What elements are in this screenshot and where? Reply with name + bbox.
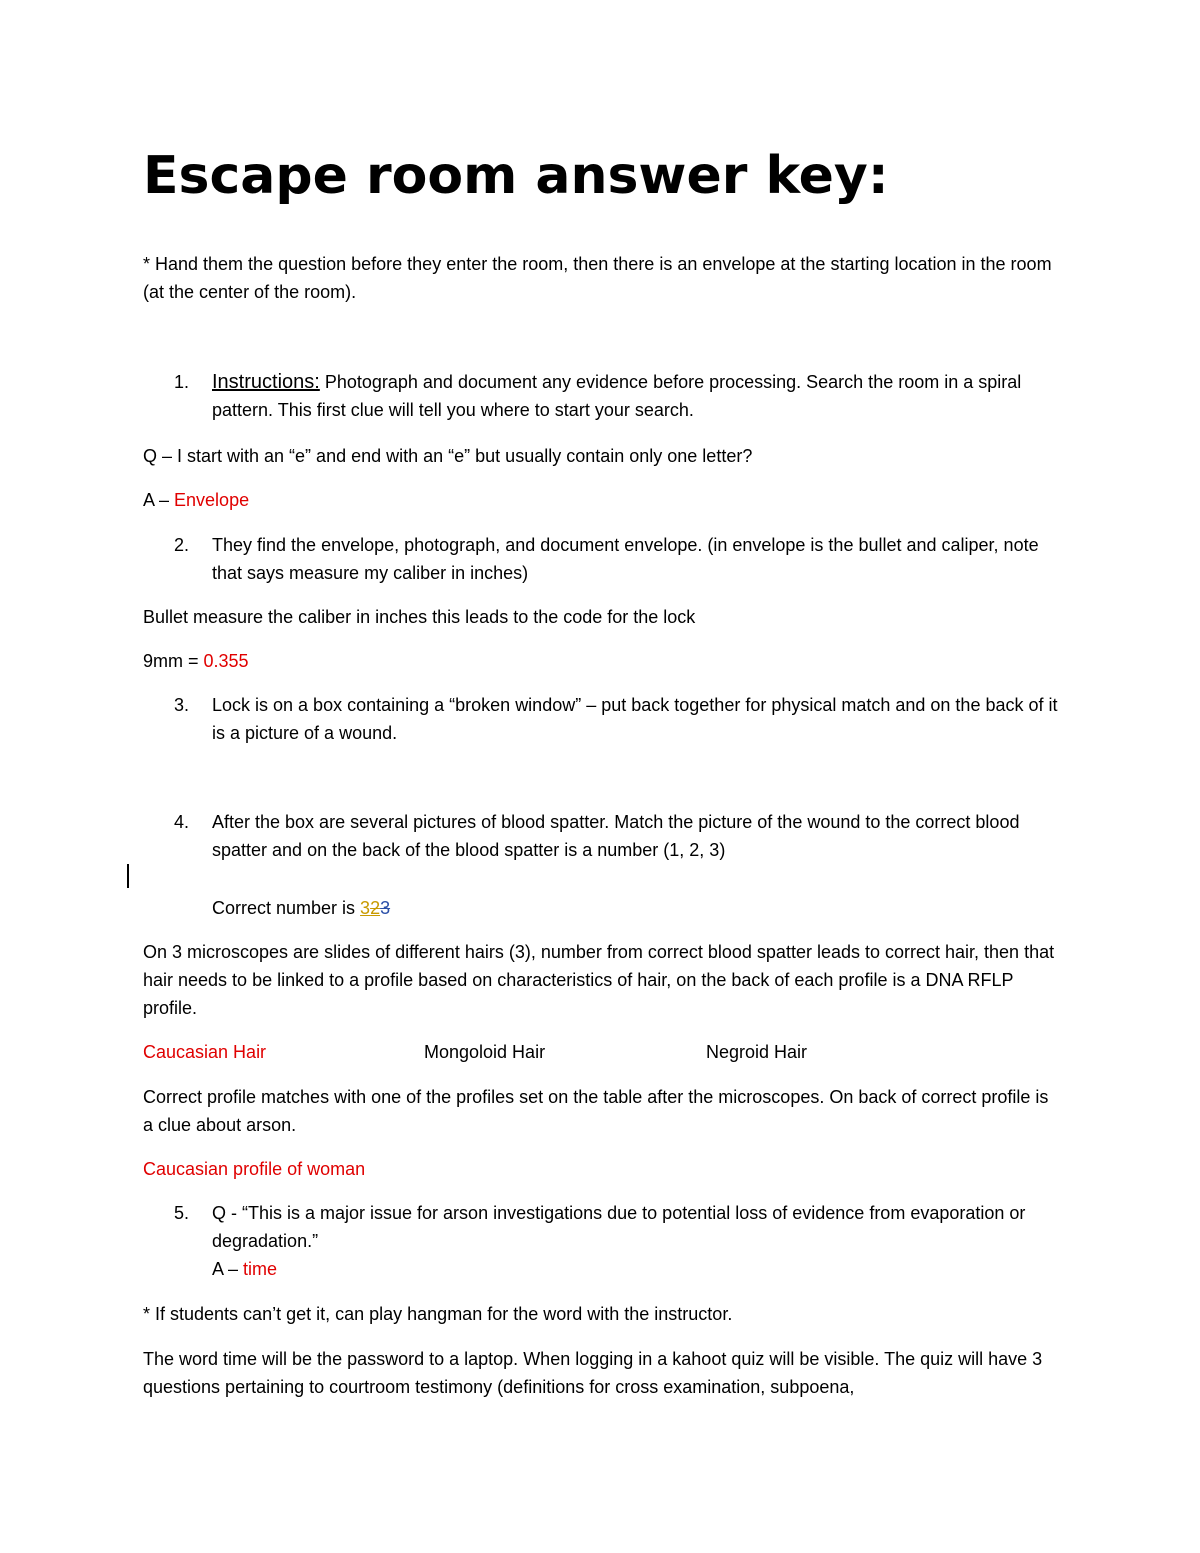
hair-type-negroid: Negroid Hair xyxy=(706,1042,808,1062)
answer-1-prefix: A – xyxy=(143,490,175,510)
hair-paragraph: On 3 microscopes are slides of different hairs (3), number from correct blood spatter leads to correct hair, then that hair needs to be linked to a profile based on characteristics of hair, on the back of each profile is a DNA RFLP profile. xyxy=(143,942,1055,1018)
intro-note: * Hand them the question before they enter the room, then there is an envelope at the starting location in the room (at the center of the room). xyxy=(143,254,1052,302)
hair-type-caucasian: Caucasian Hair xyxy=(143,1042,267,1062)
revision-trailing: 3 xyxy=(380,898,391,918)
step-1-text: Photograph and document any evidence before processing. Search the room in a spiral pattern. This first clue will tell you where to start your search. xyxy=(212,372,1022,420)
profile-paragraph: Correct profile matches with one of the profiles set on the table after the microscopes. On back of correct profile is a clue about arson. xyxy=(143,1087,1049,1135)
step-5-answer: time xyxy=(243,1259,278,1279)
step-2-number: 2. xyxy=(174,535,190,555)
step-3-number: 3. xyxy=(174,695,190,715)
step-5-question: Q - “This is a major issue for arson investigations due to potential loss of evidence from evaporation or degradation.” xyxy=(212,1203,1026,1251)
step-5-number: 5. xyxy=(174,1203,190,1223)
profile-answer: Caucasian profile of woman xyxy=(143,1159,366,1179)
answer-1 xyxy=(143,486,1063,514)
step-1 xyxy=(212,368,1072,424)
step-2-text: They find the envelope, photograph, and document envelope. (in envelope is the bullet and caliper, note that says measure my caliber in inches) xyxy=(212,535,1039,583)
answer-1-value: Envelope xyxy=(174,490,250,510)
step-5 xyxy=(212,1199,1072,1283)
bullet-note: Bullet measure the caliber in inches this leads to the code for the lock xyxy=(143,607,696,627)
caliber-value: 0.355 xyxy=(203,651,249,671)
revision-deleted: 2 xyxy=(370,898,381,918)
step-1-number: 1. xyxy=(174,372,190,392)
revision-inserted: 3 xyxy=(360,898,371,918)
instructions-label: Instructions: xyxy=(212,371,320,393)
revision-change-bar xyxy=(127,864,129,888)
page-title: Escape room answer key: xyxy=(143,146,889,206)
step-4-number: 4. xyxy=(174,812,190,832)
question-1: Q – I start with an “e” and end with an “e” but usually contain only one letter? xyxy=(143,446,753,466)
correct-number-line xyxy=(212,894,1072,922)
caliber-prefix: 9mm = xyxy=(143,651,204,671)
hair-type-mongoloid: Mongoloid Hair xyxy=(424,1042,546,1062)
caliber-line xyxy=(143,647,1063,675)
final-paragraph: The word time will be the password to a laptop. When logging in a kahoot quiz will be visible. The quiz will have 3 questions pertaining to courtroom testimony (definitions for cross examination, subpoena, xyxy=(143,1349,1043,1397)
correct-number-prefix: Correct number is xyxy=(212,898,361,918)
step-5-answer-prefix: A – xyxy=(212,1259,244,1279)
hangman-note: * If students can’t get it, can play hangman for the word with the instructor. xyxy=(143,1304,733,1324)
step-3-text: Lock is on a box containing a “broken window” – put back together for physical match and on the back of it is a picture of a wound. xyxy=(212,695,1058,743)
step-4-text: After the box are several pictures of blood spatter. Match the picture of the wound to the correct blood spatter and on the back of the blood spatter is a number (1, 2, 3) xyxy=(212,812,1020,860)
